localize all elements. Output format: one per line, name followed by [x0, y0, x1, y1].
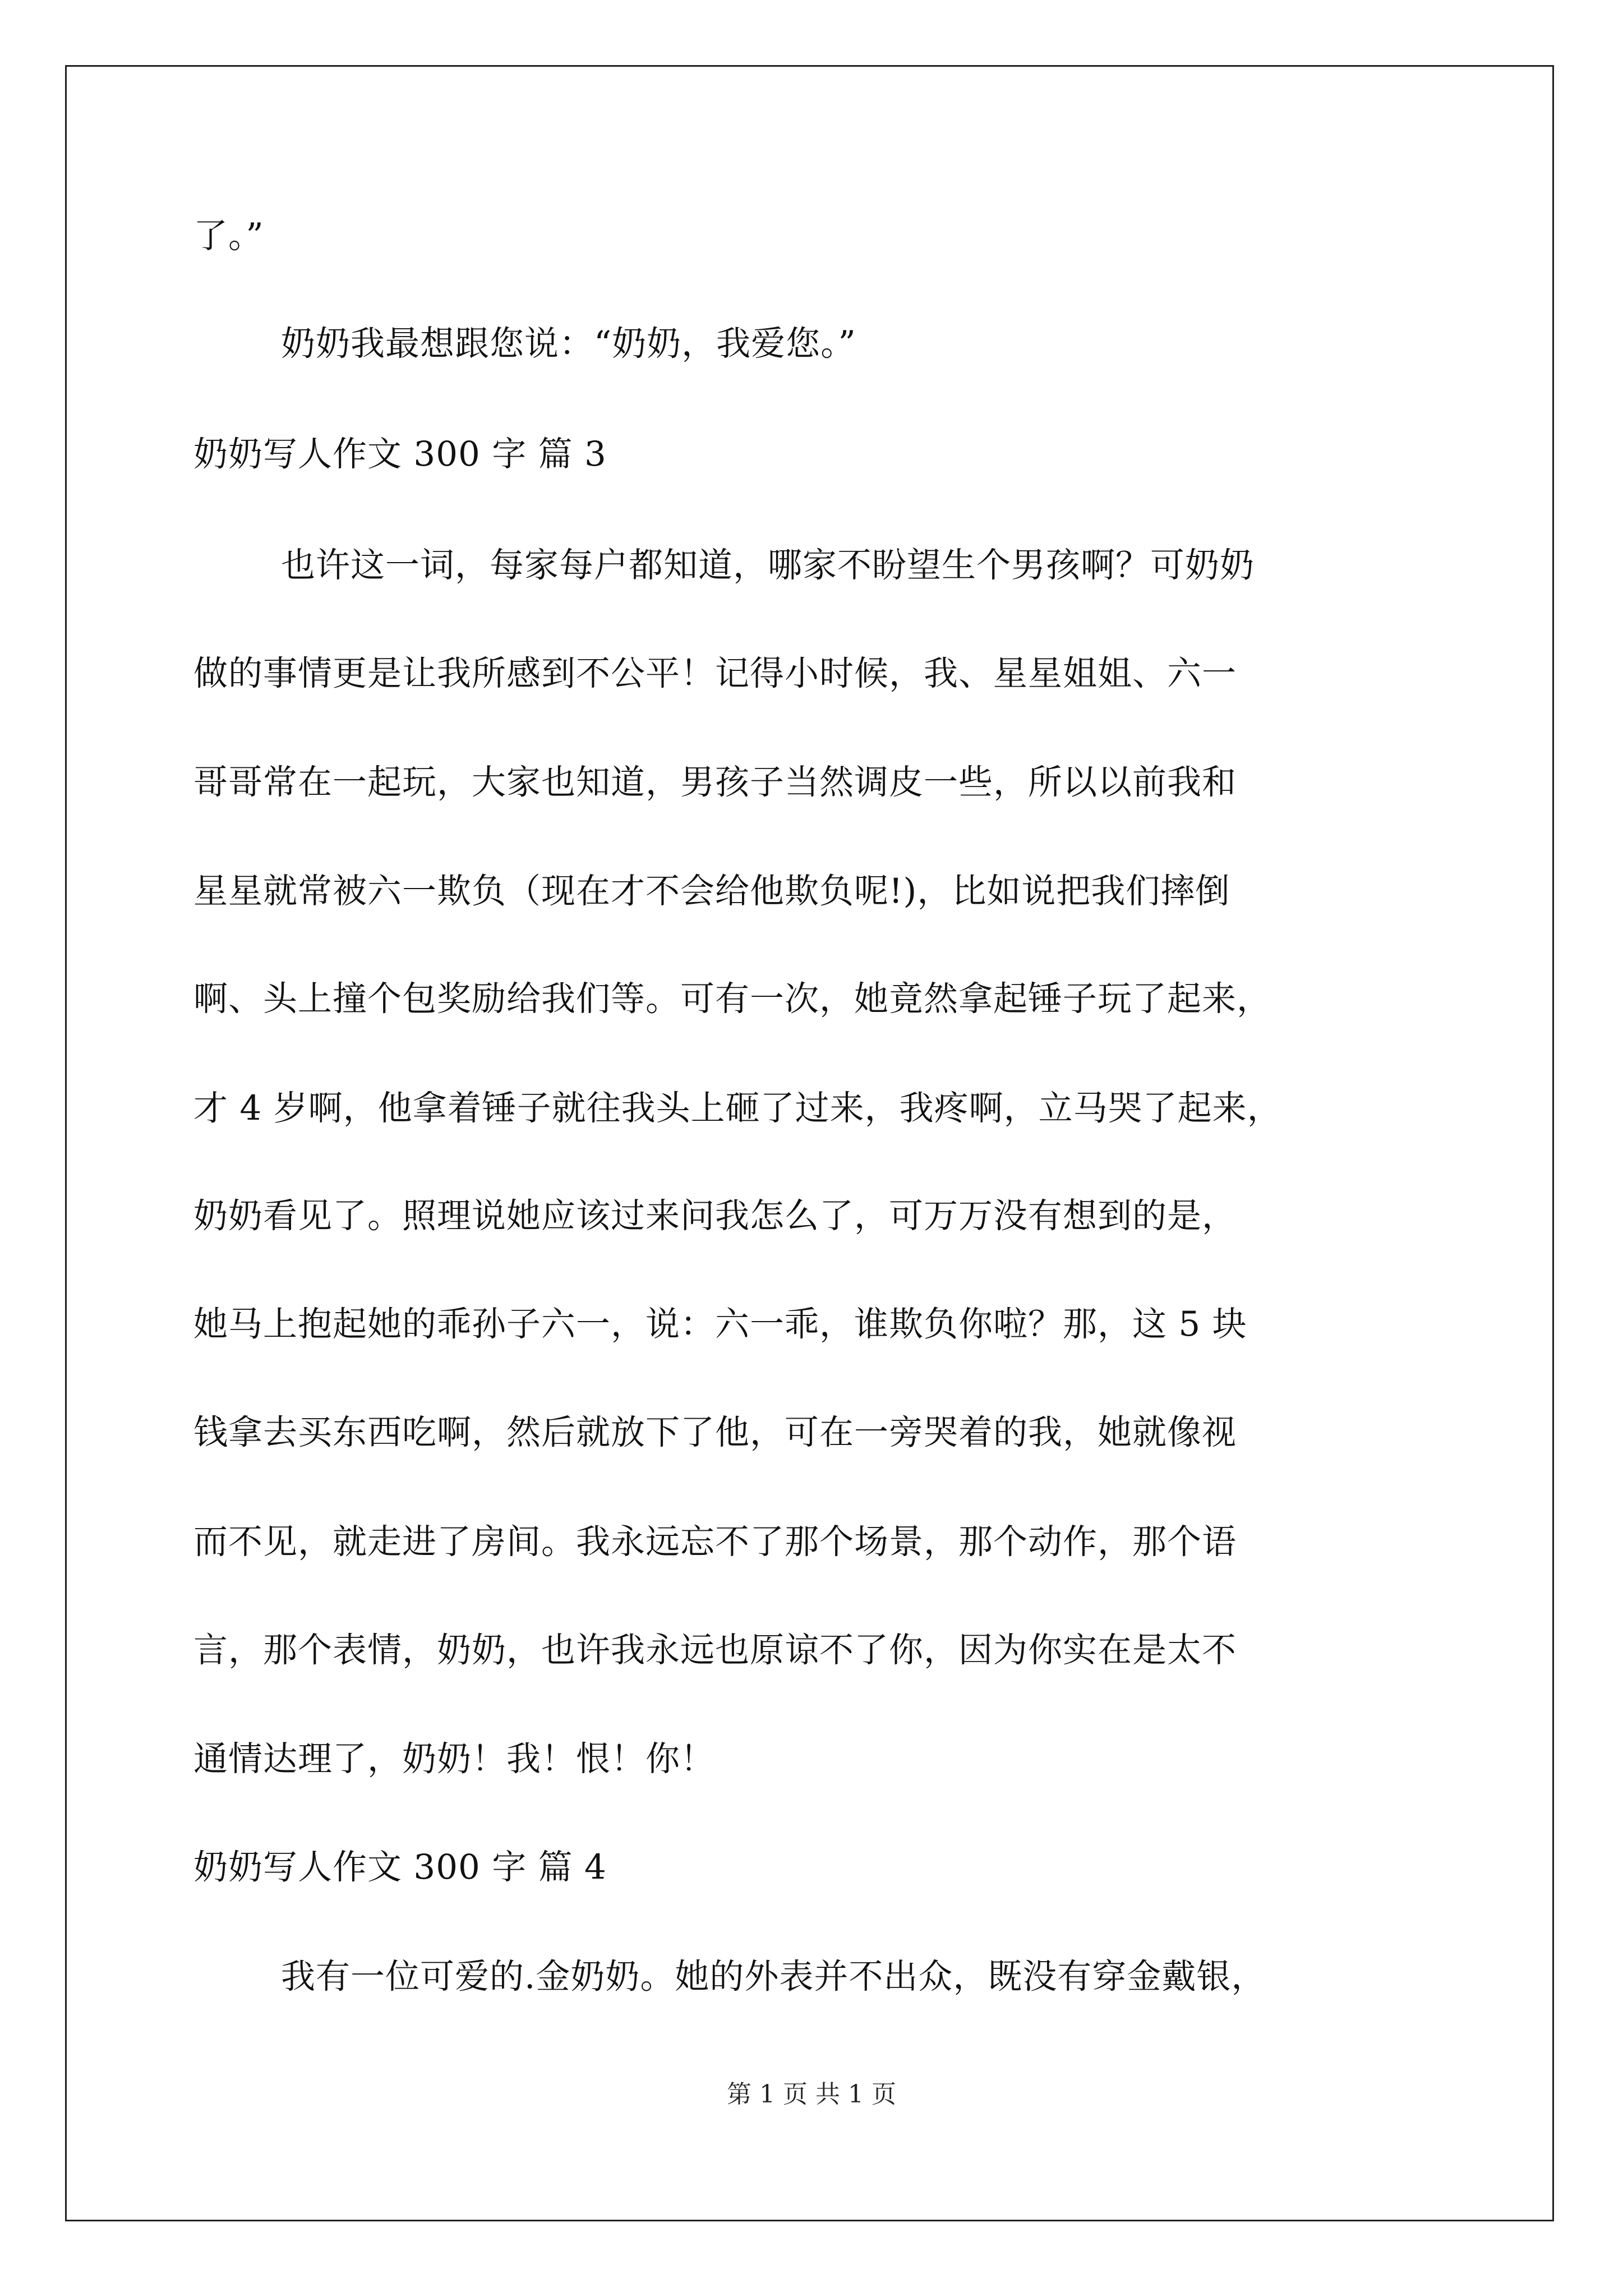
page-border — [65, 65, 1554, 2221]
paragraph-line: 通情达理了，奶奶！我！恨！你！ — [193, 1739, 716, 1779]
paragraph-line: 钱拿去买东西吃啊，然后就放下了他，可在一旁哭着的我，她就像视 — [193, 1412, 1237, 1452]
paragraph-line: 星星就常被六一欺负（现在才不会给他欺负呢!)，比如说把我们摔倒 — [193, 871, 1230, 911]
paragraph-line: 奶奶我最想跟您说：“奶奶，我爱您。” — [281, 324, 856, 364]
paragraph-line: 哥哥常在一起玩，大家也知道，男孩子当然调皮一些，所以以前我和 — [193, 762, 1237, 802]
paragraph-line: 而不见，就走进了房间。我永远忘不了那个场景，那个动作，那个语 — [193, 1522, 1237, 1562]
paragraph-line: 才 4 岁啊，他拿着锤子就往我头上砸了过来，我疼啊，立马哭了起来， — [193, 1088, 1282, 1128]
paragraph-line: 也许这一词，每家每户都知道，哪家不盼望生个男孩啊？可奶奶 — [281, 545, 1255, 585]
paragraph-line: 啊、头上撞个包奖励给我们等。可有一次，她竟然拿起锤子玩了起来， — [193, 979, 1272, 1019]
page-number-footer: 第 1 页 共 1 页 — [727, 2080, 896, 2109]
section-heading: 奶奶写人作文 300 字 篇 4 — [193, 1847, 607, 1887]
paragraph-line: 言，那个表情，奶奶，也许我永远也原谅不了你，因为你实在是太不 — [193, 1630, 1237, 1670]
paragraph-line: 奶奶看见了。照理说她应该过来问我怎么了，可万万没有想到的是， — [193, 1196, 1237, 1236]
paragraph-line: 做的事情更是让我所感到不公平！记得小时候，我、星星姐姐、六一 — [193, 654, 1237, 693]
paragraph-line: 我有一位可爱的.金奶奶。她的外表并不出众，既没有穿金戴银， — [281, 1957, 1266, 1996]
paragraph-line: 她马上抱起她的乖孙子六一，说：六一乖，谁欺负你啦？那，这 5 块 — [193, 1304, 1247, 1344]
section-heading: 奶奶写人作文 300 字 篇 3 — [193, 434, 607, 474]
paragraph-line: 了。” — [193, 216, 264, 256]
